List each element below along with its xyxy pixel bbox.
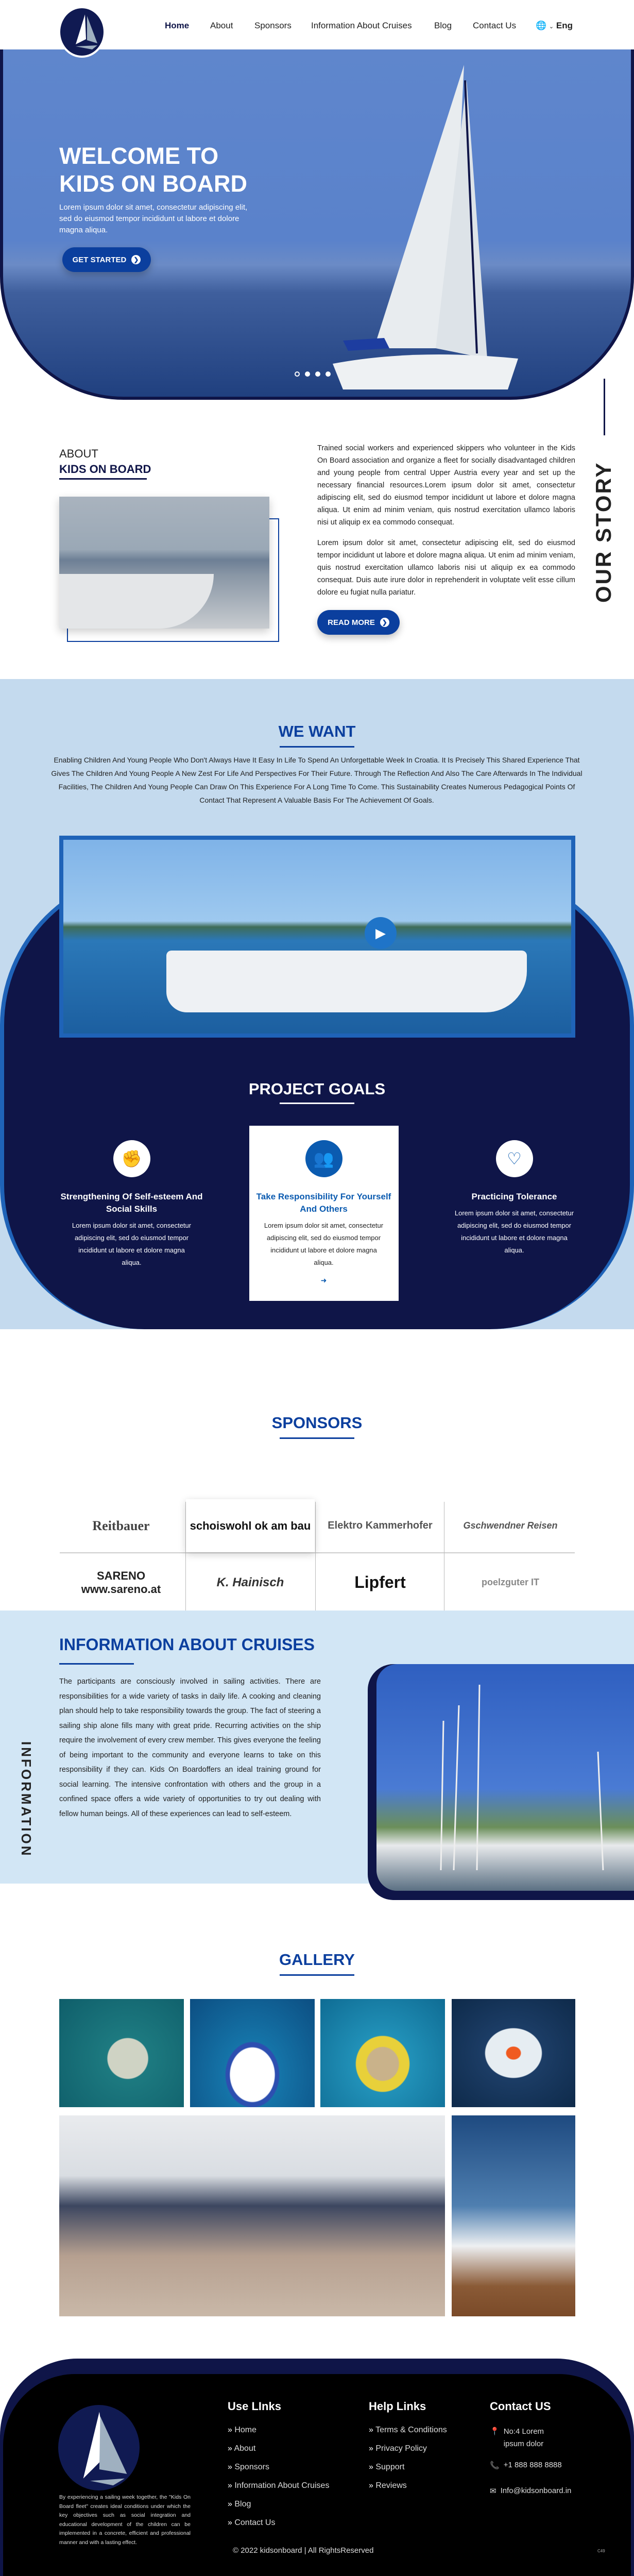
goal-card[interactable] — [58, 1140, 205, 1269]
footer-link[interactable]: » Support — [369, 2463, 447, 2472]
get-started-button[interactable]: GET STARTED ❯ — [62, 247, 151, 272]
hero-title: WELCOME TO KIDS ON BOARD — [59, 143, 248, 197]
gallery-title: GALLERY — [279, 1951, 355, 1969]
phone[interactable]: +1 888 888 8888 — [503, 2461, 562, 2469]
slider-dot[interactable] — [305, 371, 310, 377]
footer-link[interactable]: » About — [228, 2444, 329, 2453]
slider-dot[interactable] — [325, 371, 331, 377]
gallery-image[interactable] — [190, 1999, 315, 2107]
nav-home[interactable]: Home — [165, 21, 190, 30]
divider — [60, 1552, 575, 1553]
video-player[interactable] — [59, 836, 575, 1038]
chevron-right-icon: ❯ — [380, 618, 389, 627]
about-photo — [59, 497, 269, 629]
about-title: KIDS ON BOARD — [59, 463, 151, 476]
read-more-button[interactable]: READ MORE ❯ — [317, 610, 400, 635]
goal-title: Take Responsibility For Yourself And Others — [256, 1192, 391, 1214]
slider-dot[interactable] — [295, 371, 300, 377]
sponsor-logo[interactable]: SARENO www.sareno.at — [81, 1569, 161, 1596]
sponsors-title: SPONSORS — [271, 1414, 363, 1432]
slider-dot[interactable] — [315, 371, 320, 377]
about-text-column — [317, 442, 575, 635]
footer-link[interactable]: » Reviews — [369, 2481, 447, 2490]
we-want-text: Enabling Children And Young People Who Don't Always Have It Easy In Life To Spend An Unforgettable Week In Croatia. It Is Precisely This Shared Experience That Gives The Children And Young People A New Zest For Life And Perspectives For Their Future. Through The Reflection And Also The Care Afterwards In The Individual Facilities, The Children And Young People Can Draw On This Experience For A Long Time To Come. This Sustainability Creates Numerous Pedagogical Points Of Contact That Represent A Valuable Basis For The Achievement Of Goals. — [51, 756, 582, 804]
chevron-down-icon: ⌄ — [549, 24, 554, 30]
goal-text: Lorem ipsum dolor sit amet, consectetur adipiscing elit, sed do eiusmod tempor incididunt ut labore et dolore magna aliqua. — [454, 1209, 574, 1254]
nav-sponsors[interactable]: Sponsors — [254, 21, 292, 30]
language-selector[interactable]: 🌐 ⌄ Eng — [536, 21, 573, 30]
copyright: © 2022 kidsonboard | All RightsReserved — [233, 2546, 374, 2555]
about-paragraph-2: Lorem ipsum dolor sit amet, consectetur adipiscing elit, sed do eiusmod tempor incididunt ut labore et dolore magna aliqua. Ut enim ad minim veniam, quis nostrud exercitation ullamco laboris nisi ut aliquip ex ea commodo consequat. Duis aute irure dolor in reprehenderit in voluptate velit esse cillum dolore eu fugiat nulla pariatur. — [317, 539, 575, 597]
gallery-image[interactable] — [452, 2115, 575, 2316]
sponsor-logo[interactable]: K. Hainisch — [216, 1575, 284, 1589]
email-icon: ✉ — [490, 2487, 496, 2496]
slider-dots — [295, 371, 331, 377]
divider — [280, 1974, 354, 1976]
gallery-image[interactable] — [320, 1999, 445, 2107]
info-title: INFORMATION ABOUT CRUISES — [59, 1635, 315, 1654]
goal-card[interactable] — [440, 1140, 588, 1257]
sponsor-logo[interactable]: poelzguter IT — [482, 1577, 539, 1587]
divider — [604, 379, 605, 435]
hero — [0, 49, 634, 400]
footer-link[interactable]: » Home — [228, 2426, 329, 2435]
nav-info[interactable]: Information About Cruises — [311, 21, 412, 30]
we-want-title: WE WANT — [278, 722, 356, 740]
nav-blog[interactable]: Blog — [434, 21, 452, 30]
phone-icon: 📞 — [490, 2461, 500, 2470]
footer-heading: Contact US — [490, 2400, 551, 2413]
play-icon[interactable]: ▶ — [365, 917, 397, 949]
hero-text: Lorem ipsum dolor sit amet, consectetur adipiscing elit, sed do eiusmod tempor incididunt ut labore et dolore magna aliqua. — [59, 203, 248, 234]
footer-link[interactable]: » Blog — [228, 2500, 329, 2509]
marina-photo — [376, 1664, 634, 1891]
footer-heading: Help Links — [369, 2400, 426, 2413]
footer-about: By experiencing a sailing week together, the "Kids On Board fleet" creates ideal conditions under which the key objectives such as social integration and educational development of the children can be implemented in a concrete, efficient and professional manner and with a lasting effect. — [59, 2494, 191, 2546]
chevron-right-icon: ❯ — [131, 255, 141, 264]
sponsor-logo[interactable]: Reitbauer — [92, 1518, 150, 1533]
about-paragraph-1: Trained social workers and experienced skippers who volunteer in the Kids On Board association and organize a fleet for socially disadvantaged children and young people from central Upper Austria every year and set up the necessary financial resources.Lorem ipsum dolor sit amet, consectetur adipiscing elit, sed do eiusmod tempor incididunt ut labore et dolore magna aliqua. Ut enim ad minim veniam, quis nostrud exercitation ullamco laboris nisi ut aliquip ex ea commodo consequat. — [317, 444, 575, 527]
contact-info — [490, 2400, 593, 2496]
gallery-image[interactable] — [59, 2115, 445, 2316]
divider — [280, 746, 354, 748]
help-links — [369, 2400, 447, 2500]
nav-about[interactable]: About — [210, 21, 233, 30]
our-story-label: OUR STORY — [591, 461, 615, 603]
footer-link[interactable]: » Sponsors — [228, 2463, 329, 2472]
chevron-right-icon[interactable]: ➜ — [320, 1276, 327, 1284]
sailboat-photo — [312, 60, 528, 389]
footer-logo — [58, 2405, 140, 2490]
globe-icon: 🌐 — [536, 21, 547, 30]
version-badge: C49 — [597, 2549, 605, 2553]
footer-heading: Use LInks — [228, 2400, 281, 2413]
information-label: INFORMATION — [19, 1741, 34, 1858]
nav-contact[interactable]: Contact Us — [473, 21, 517, 30]
footer-link[interactable]: » Terms & Conditions — [369, 2426, 447, 2435]
footer-link[interactable]: » Contact Us — [228, 2518, 329, 2528]
heart-handshake-icon: ♡ — [496, 1140, 533, 1177]
people-hand-icon: 👥 — [305, 1140, 342, 1177]
goal-title: Practicing Tolerance — [471, 1192, 557, 1201]
gallery-image[interactable] — [59, 1999, 184, 2107]
goal-text: Lorem ipsum dolor sit amet, consectetur adipiscing elit, sed do eiusmod tempor incididunt ut labore et dolore magna aliqua. — [264, 1222, 384, 1266]
sponsor-logo[interactable]: Gschwendner Reisen — [463, 1520, 558, 1531]
map-pin-icon: 📍 — [490, 2427, 500, 2436]
gallery-image[interactable] — [452, 1999, 575, 2107]
use-links — [228, 2400, 329, 2537]
divider — [280, 1437, 354, 1439]
address: No:4 Lorem ipsum dolor — [503, 2427, 544, 2448]
sponsor-logo[interactable]: schoiswohl ok am bau — [186, 1499, 315, 1552]
divider — [59, 1663, 134, 1665]
info-text: The participants are consciously involved in sailing activities. There are responsibilities for a wide variety of tasks in daily life. A cooking and cleaning plan should help to take responsibility towards the group. The fact of steering a sailing ship alone fills many with great pride. Recurring activities on the ship require the involvement of every crew member. This gives everyone the feeling of being important to the community and everyone learns to take on this responsibility if they can. Kids On Boardoffers an ideal training ground for social learning. The intensive confrontation with others and the group in a confined space offers a wide variety of opportunities to try out dealing with fellow human beings. All of these experiences can lead to self-esteem. — [59, 1677, 321, 1818]
goal-text: Lorem ipsum dolor sit amet, consectetur adipiscing elit, sed do eiusmod tempor incididunt ut labore et dolore magna aliqua. — [72, 1222, 192, 1266]
site-logo[interactable] — [58, 6, 106, 58]
sponsor-logo[interactable]: Elektro Kammerhofer — [328, 1520, 433, 1531]
goal-title: Strengthening Of Self-esteem And Social Skills — [60, 1192, 203, 1214]
sponsor-logo[interactable]: Lipfert — [354, 1573, 406, 1591]
footer-link[interactable]: » Information About Cruises — [228, 2481, 329, 2490]
divider — [280, 1103, 354, 1104]
divider — [59, 478, 147, 480]
about-label: ABOUT — [59, 447, 98, 460]
raised-fist-icon: ✊ — [113, 1140, 150, 1177]
footer-link[interactable]: » Privacy Policy — [369, 2444, 447, 2453]
project-goals-title: PROJECT GOALS — [248, 1080, 386, 1098]
email[interactable]: Info@kidsonboard.in — [500, 2486, 572, 2495]
goal-card[interactable] — [250, 1140, 398, 1285]
